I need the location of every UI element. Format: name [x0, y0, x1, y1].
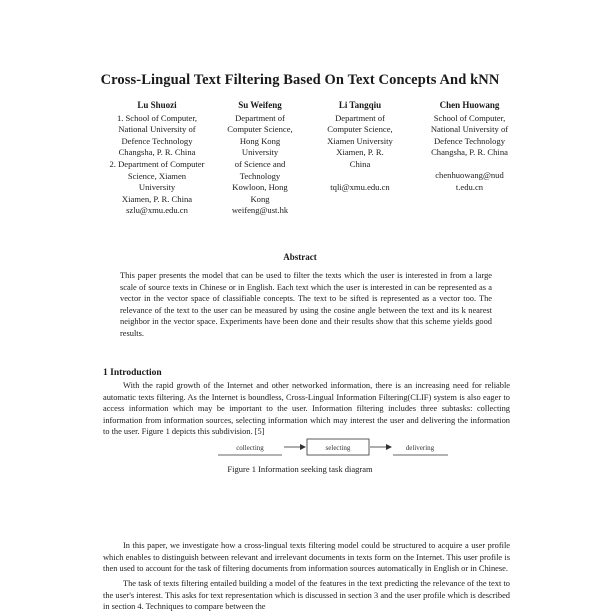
- author-affiliation-line: Computer Science,: [327, 124, 393, 135]
- author-affiliation-line: University: [241, 147, 279, 158]
- figure-1-caption: Figure 1 Information seeking task diagram: [227, 464, 373, 474]
- figure-1-svg: [0, 435, 600, 461]
- author-block-su-weifeng: [210, 100, 310, 217]
- figure-1-diagram: [0, 435, 600, 461]
- intro-paragraph-1: [103, 380, 510, 438]
- author-name: Su Weifeng: [238, 100, 282, 110]
- abstract-body: This paper presents the model that can be used to filter the texts which the user is interested in from a large scale of source texts in Chinese or in English. Each text which the user is interested in can be represented as a vector in the vector space of classifiable concepts. The text to be sifted is represented as a vector too. The relevance of the text to the user can be measured by using the cosine angle between the text and its k nearest neighbor in the vector space. Experiments have been done and their results show that this scheme yields good results.: [120, 271, 492, 338]
- author-affiliation-line: Science, Xiamen: [127, 170, 187, 181]
- author-affiliation-line: Computer Science,: [227, 124, 293, 135]
- author-affiliation-line: Kong: [250, 193, 270, 204]
- author-affiliation-line: Technology: [239, 170, 281, 181]
- author-block-li-tangqiu: [315, 100, 405, 193]
- author-name: Lu Shuozi: [137, 100, 177, 110]
- intro-paragraph-3: [103, 578, 510, 613]
- paper-title: Cross-Lingual Text Filtering Based On Text Concepts And kNN: [100, 72, 500, 88]
- intro-paragraph-1-text: With the rapid growth of the Internet and other networked information, there is an increasing need for reliable automatic texts filtering. As the Internet is boundless, Cross-Lingual Information Filtering(CLIF) system is also eager to access information which may be important to the user. Information filtering includes three subtasks: collecting information from information sources, selecting information which may interest the user and delivering the information to the user. Figure 1 depicts this subdivision. [5]: [103, 381, 510, 437]
- figure-box-collecting: collecting: [236, 444, 264, 452]
- author-affiliation-line: Department of: [335, 112, 385, 123]
- author-affiliation-line: Changsha, P. R. China: [431, 147, 508, 158]
- author-affiliation-line: Department of: [235, 112, 285, 123]
- author-affiliation-line: Defence Technology: [121, 135, 193, 146]
- abstract-heading: Abstract: [283, 252, 317, 262]
- figure-box-delivering: delivering: [405, 444, 435, 452]
- author-affiliation-line: 2. Department of Computer: [109, 158, 205, 169]
- author-affiliation-line: China: [349, 158, 371, 169]
- author-affiliation-line: University: [138, 182, 176, 193]
- author-affiliation-line: chenhuowang@nud: [435, 169, 504, 180]
- figure-arrow-1-head: [300, 444, 306, 450]
- author-affiliation-line: 1. School of Computer,: [116, 112, 198, 123]
- author-affiliation-line: Xiamen, P. R.: [336, 147, 384, 158]
- author-affiliation-line: weifeng@ust.hk: [231, 205, 289, 216]
- author-affiliation-line: tqli@xmu.edu.cn: [330, 181, 390, 192]
- author-block-lu-shuozi: [97, 100, 217, 217]
- figure-box-selecting: selecting: [325, 444, 351, 452]
- author-affiliation-line: Hong Kong: [239, 135, 281, 146]
- author-affiliation-line: School of Computer,: [433, 112, 506, 123]
- author-spacer: [412, 159, 527, 170]
- author-affiliation-line: Xiamen University: [327, 135, 393, 146]
- author-spacer: [315, 171, 405, 182]
- author-name: Chen Huowang: [439, 100, 500, 110]
- author-affiliation-line: szlu@xmu.edu.cn: [126, 205, 188, 216]
- author-affiliation-line: of Science and: [234, 158, 286, 169]
- author-affiliation-line: Changsha, P. R. China: [118, 147, 196, 158]
- intro-paragraph-2-text: In this paper, we investigate how a cross-lingual texts filtering model could be structured to acquire a user profile which enables to distinguish between relevant and irrelevant documents in texts form on the Internet. This user profile is then used to account for the task of filtering documents from information sources automatically in English or in Chinese.: [103, 541, 510, 574]
- section-1-heading: 1 Introduction: [103, 368, 162, 378]
- author-affiliation-line: National University of: [118, 124, 196, 135]
- author-block-chen-huowang: [412, 100, 527, 193]
- author-affiliation-line: Xiamen, P. R. China: [121, 193, 193, 204]
- intro-paragraph-2: [103, 540, 510, 575]
- author-name: Li Tangqiu: [338, 100, 382, 110]
- intro-paragraph-3-text: The task of texts filtering entailed building a model of the features in the text predicting the relevance of the text to the user's interest. This asks for text representation which is discussed in section 3 and the user profile which is described in section 4. Techniques to compare between the: [103, 579, 510, 612]
- author-affiliation-line: t.edu.cn: [455, 181, 484, 192]
- author-affiliation-line: National University of: [430, 124, 509, 135]
- author-affiliation-line: Defence Technology: [433, 135, 506, 146]
- author-affiliation-line: Kowloon, Hong: [232, 182, 288, 193]
- figure-arrow-2-head: [386, 444, 392, 450]
